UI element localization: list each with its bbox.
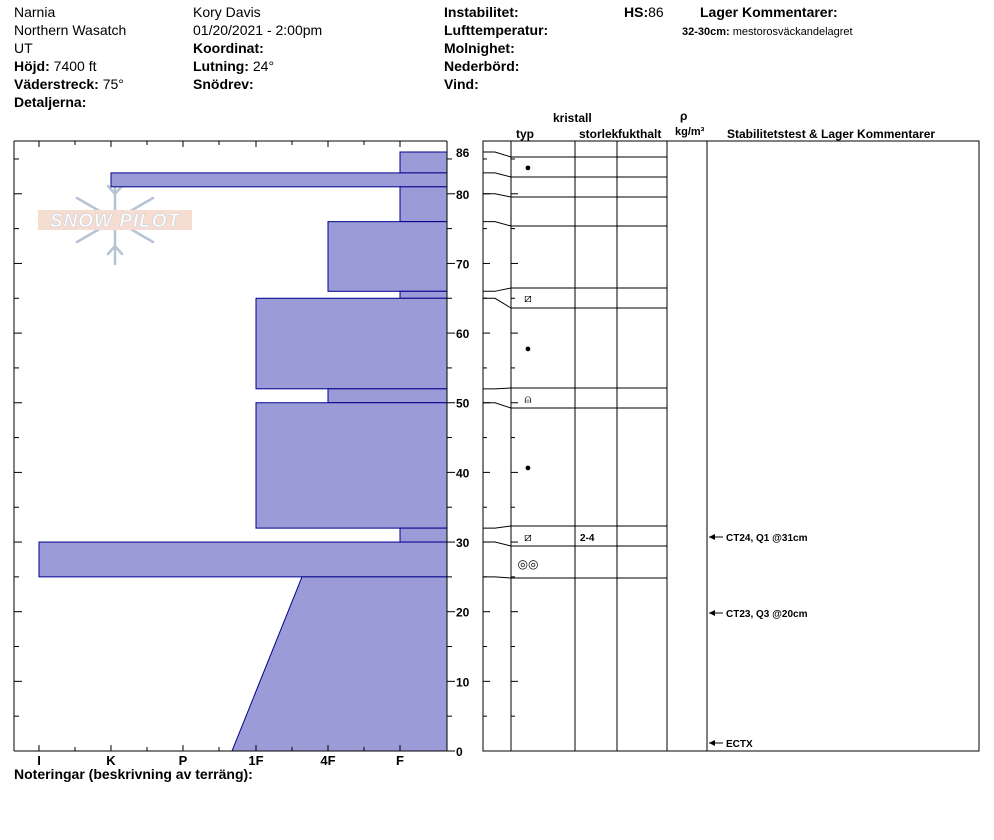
hardness-bar xyxy=(400,152,447,173)
x-tick-label: 4F xyxy=(320,753,336,768)
grain-type-marker: ⧄ xyxy=(524,291,532,305)
datetime: 01/20/2021 - 2:00pm xyxy=(193,22,323,38)
x-tick-label: 1F xyxy=(248,753,264,768)
stability-arrow-head xyxy=(709,534,715,540)
layer-comment-range: 32-30cm: xyxy=(682,26,730,38)
aspect-value: 75° xyxy=(102,76,124,92)
y-tick-label: 50 xyxy=(456,396,470,411)
elevation-value: 7400 ft xyxy=(53,58,97,74)
layer-connector xyxy=(483,173,511,177)
grain-type-marker: ⧄ xyxy=(524,530,532,544)
col-size: storlek xyxy=(579,127,619,141)
col-crystal: kristall xyxy=(553,111,592,125)
cloud-label: Molnighet: xyxy=(444,40,515,56)
precip-label: Nederbörd: xyxy=(444,58,520,74)
grain-type-marker: ● xyxy=(524,462,532,474)
hardness-bar xyxy=(256,403,447,528)
snowpilot-logo-text: SNOW PILOT xyxy=(49,211,181,232)
grain-type-marker: ◎◎ xyxy=(517,557,539,571)
x-tick-label: K xyxy=(106,753,116,768)
layer-connector xyxy=(483,222,511,226)
y-tick-label: 60 xyxy=(456,327,470,342)
layer-comments-label: Lager Kommentarer: xyxy=(700,4,838,20)
x-tick-label: P xyxy=(178,753,188,768)
hardness-bar xyxy=(400,528,447,542)
y-tick-label: 86 xyxy=(456,146,470,160)
y-tick-label: 0 xyxy=(456,745,463,759)
hardness-bar xyxy=(400,187,447,222)
layer-connector xyxy=(483,403,511,408)
slope-value: 24° xyxy=(252,58,275,74)
y-tick-label: 30 xyxy=(456,536,470,551)
grain-type-marker: ● xyxy=(524,162,532,174)
drift-label: Snödrev: xyxy=(193,76,254,92)
layer-connector xyxy=(483,288,511,291)
x-tick-label: I xyxy=(37,753,41,768)
y-tick-label: 80 xyxy=(456,187,470,202)
col-rho: ρ xyxy=(680,109,688,123)
layer-connector xyxy=(483,298,511,308)
hardness-bar xyxy=(328,389,447,403)
hs-value: 86 xyxy=(648,4,664,20)
slope-label: Lutning: xyxy=(193,58,249,74)
stability-test-label: CT24, Q1 @31cm xyxy=(726,533,808,544)
hardness-bar xyxy=(400,291,447,298)
profile-table-frame xyxy=(483,141,979,751)
location: Narnia xyxy=(14,4,56,20)
layer-comment-text: mestorosväckandelagret xyxy=(732,26,853,38)
y-tick-label: 20 xyxy=(456,605,470,620)
hardness-bar xyxy=(111,173,447,187)
hardness-bar xyxy=(39,542,447,577)
snowpilot-logo xyxy=(38,176,192,264)
stability-arrow-head xyxy=(709,740,715,746)
wind-label: Vind: xyxy=(444,76,479,92)
observer: Kory Davis xyxy=(193,4,261,20)
airtemp-label: Lufttemperatur: xyxy=(444,22,549,38)
elevation-label: Höjd: xyxy=(14,58,50,74)
stability-arrow-head xyxy=(709,610,715,616)
hs-label: HS: xyxy=(624,4,649,20)
state: UT xyxy=(14,40,33,56)
range: Northern Wasatch xyxy=(14,22,127,38)
layer-connector xyxy=(483,194,511,197)
stability-test-label: CT23, Q3 @20cm xyxy=(726,609,808,620)
stability-test-label: ECTX xyxy=(726,739,753,750)
col-moisture: fukthalt xyxy=(618,127,662,141)
layer-connector xyxy=(483,577,511,578)
layer-connector xyxy=(483,526,511,528)
col-density-unit: kg/m³ xyxy=(675,126,705,138)
instability-label: Instabilitet: xyxy=(444,4,519,20)
notes-label: Noteringar (beskrivning av terräng): xyxy=(14,766,253,782)
coord-label: Koordinat: xyxy=(193,40,264,56)
col-stability: Stabilitetstest & Lager Kommentarer xyxy=(727,127,936,141)
layer-connector xyxy=(483,152,511,157)
hardness-bar xyxy=(232,577,447,751)
col-type: typ xyxy=(516,127,534,141)
layer-connector xyxy=(483,388,511,389)
x-tick-label: F xyxy=(396,753,404,768)
y-tick-label: 70 xyxy=(456,257,470,272)
grain-type-marker: ● xyxy=(524,343,532,355)
details-label: Detaljerna: xyxy=(14,94,87,110)
aspect-label: Väderstreck: xyxy=(14,76,99,92)
y-tick-label: 10 xyxy=(456,675,470,690)
y-tick-label: 40 xyxy=(456,466,470,481)
grain-type-marker: ⍝ xyxy=(524,392,532,406)
hardness-bar xyxy=(328,222,447,292)
layer-connector xyxy=(483,542,511,546)
hardness-bar xyxy=(256,298,447,389)
grain-size-label: 2-4 xyxy=(580,533,595,544)
